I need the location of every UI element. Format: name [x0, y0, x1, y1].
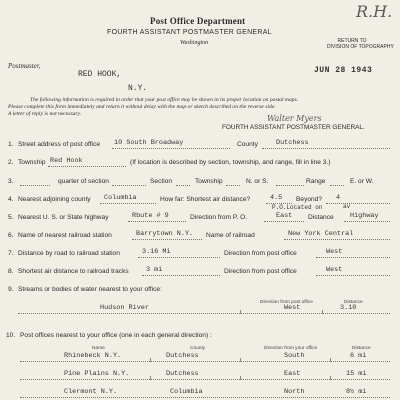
q5-value[interactable]: Rbute # 9 — [132, 212, 169, 220]
q10-row-3-underline — [20, 397, 390, 398]
q9-row-dir[interactable]: West — [284, 304, 301, 312]
q4-beyond-label: Beyond? — [296, 196, 323, 203]
q8-underline — [142, 275, 220, 276]
q3-ew-label: E. or W. — [350, 178, 374, 185]
q9-label: Streams or bodies of water nearest to your office: — [18, 286, 162, 293]
q10-row-1-dir[interactable]: South — [284, 352, 305, 360]
q3-ns-label: N. or S. — [246, 178, 269, 185]
q3-township-underline — [226, 185, 240, 186]
department-title: Post Office Department — [150, 16, 246, 26]
q6-value[interactable]: Barrytown N.Y. — [136, 230, 194, 238]
q7-label: Distance by road to railroad station — [18, 250, 120, 257]
q6-underline — [132, 239, 202, 240]
office-city: Washington — [180, 40, 209, 46]
q10-divider-5 — [240, 376, 241, 380]
q5-underline — [128, 221, 186, 222]
q9-divider-1 — [240, 310, 241, 314]
q10-row-3-name[interactable]: Clermont N.Y. — [64, 388, 118, 396]
q3-number: 3. — [8, 178, 14, 185]
q3-range-label: Range — [306, 178, 326, 185]
q10-row-3-dir[interactable]: North — [284, 388, 305, 396]
intro-line-1: The following information is required in order that your post office may be shown in its proper location on postal maps. — [30, 97, 299, 103]
q7-value[interactable]: 3.16 Mi — [142, 248, 171, 256]
q9-col-dir: Direction from post office — [260, 300, 313, 305]
q7-dir-underline — [316, 257, 390, 258]
q10-col-county: County — [190, 346, 206, 351]
q10-row-1-dist[interactable]: 6 mi — [350, 352, 367, 360]
q10-col-dir: Direction from your office — [264, 346, 318, 351]
q5-dir[interactable]: East — [276, 212, 293, 220]
q10-number: 10. — [6, 332, 16, 339]
q5-dir-label: Direction from P. O. — [190, 214, 248, 221]
q4-beyond-underline — [326, 203, 390, 204]
q1-number: 1. — [8, 141, 14, 148]
state-name: N.Y. — [128, 84, 148, 93]
q10-divider-1 — [150, 358, 151, 362]
q3-quarter-label: quarter of section — [58, 178, 109, 185]
office-title: FOURTH ASSISTANT POSTMASTER GENERAL — [107, 29, 272, 36]
q5-dist[interactable]: Highway — [350, 212, 379, 220]
q10-row-2-dist[interactable]: 15 mi — [346, 370, 367, 378]
intro-line-3: A letter of reply is not necessary. — [8, 110, 82, 117]
q3-quarter-underline — [20, 185, 50, 186]
q5-dir-underline — [264, 221, 304, 222]
q10-divider-3 — [330, 358, 331, 362]
q7-dir-label: Direction from post office — [224, 250, 297, 257]
signature: Walter Myers — [267, 114, 322, 123]
q3-section-label: Section — [150, 178, 172, 185]
q4-label: Nearest adjoining county — [18, 196, 91, 203]
q3-section-value-underline — [176, 185, 190, 186]
return-to-label — [327, 38, 394, 50]
q1-county-underline — [262, 148, 390, 149]
q3-section-underline — [112, 185, 146, 186]
division-text: DIVISION OF TOPOGRAPHY — [327, 44, 394, 50]
q9-number: 9. — [8, 286, 14, 293]
q8-label: Shortest air distance to railroad tracks — [18, 268, 129, 275]
q4-number: 4. — [8, 196, 14, 203]
q6-number: 6. — [8, 232, 14, 239]
date-stamp: JUN 28 1943 — [314, 66, 373, 75]
q6-rr[interactable]: New York Central — [288, 230, 354, 238]
town-name: RED HOOK, — [78, 70, 122, 79]
q4-underline — [100, 203, 156, 204]
q10-row-1-county[interactable]: Dutchess — [166, 352, 199, 360]
q8-value[interactable]: 3 mi — [146, 266, 163, 274]
q3-range-underline — [330, 185, 344, 186]
q10-label: Post offices nearest to your office (one in each general direction) : — [20, 332, 212, 339]
q2-label: Township — [18, 159, 46, 166]
intro-line-2: Please complete this form immediately and return it without delay with the map or sketch described on the reverse side. — [8, 103, 276, 110]
q10-col-name: Name — [92, 346, 105, 351]
q8-number: 8. — [8, 268, 14, 275]
q10-col-dist: Distance — [352, 346, 371, 351]
q10-divider-4 — [150, 376, 151, 380]
q10-row-1-name[interactable]: Rhinebeck N.Y. — [64, 352, 122, 360]
q10-row-2-underline — [20, 379, 390, 380]
q8-dir[interactable]: West — [326, 266, 343, 274]
q10-row-3-county[interactable]: Columbia — [170, 388, 203, 396]
intro-paragraph — [8, 97, 392, 117]
return-to-text: RETURN TO — [337, 38, 367, 44]
q2-number: 2. — [8, 159, 14, 166]
q9-row-underline — [18, 313, 390, 314]
q6-label: Name of nearest railroad station — [18, 232, 112, 239]
q4-dist[interactable]: 4.5 — [270, 194, 283, 202]
q5-number: 5. — [8, 214, 14, 221]
q5-label: Nearest U. S. or State highway — [18, 214, 109, 221]
q4-beyond-value[interactable]: 4 — [336, 194, 341, 202]
q10-divider-2 — [240, 358, 241, 362]
q1-underline — [112, 148, 230, 149]
q4-on-value: av — [343, 203, 351, 210]
q2-underline — [48, 166, 126, 167]
q9-divider-2 — [322, 310, 323, 314]
q1-label: Street address of post office — [18, 141, 100, 148]
q10-row-2-name[interactable]: Pine Plains N.Y. — [64, 370, 130, 378]
q6-rr-label: Name of railroad — [206, 232, 255, 239]
q1-county[interactable]: Dutchess — [276, 139, 309, 147]
q2-value[interactable]: Red Hook — [50, 157, 83, 165]
handwritten-initials: R.H. — [356, 2, 393, 21]
q3-ns-underline — [276, 185, 304, 186]
q4-howfar-label: How far: Shortest air distance? — [160, 196, 251, 203]
q9-row-name[interactable]: Hudson River — [100, 304, 149, 312]
q8-dir-underline — [316, 275, 390, 276]
q10-row-1-underline — [20, 361, 390, 362]
q7-underline — [138, 257, 220, 258]
q7-dir[interactable]: West — [326, 248, 343, 256]
q5-dist-label: Distance — [308, 214, 334, 221]
q2-note: (If location is described by section, township, and range, fill in line 3.) — [130, 159, 331, 166]
q10-row-3-dist[interactable]: 8½ mi — [346, 388, 367, 396]
q10-divider-6 — [330, 376, 331, 380]
q7-number: 7. — [8, 250, 14, 257]
q9-col-dist: Distance — [344, 300, 363, 305]
q10-row-2-dir[interactable]: East — [284, 370, 301, 378]
q5-dist-underline — [344, 221, 390, 222]
q6-rr-underline — [284, 239, 390, 240]
q1-county-label: County — [237, 141, 258, 148]
q8-dir-label: Direction from post office — [224, 268, 297, 275]
postmaster-label: Postmaster, — [8, 62, 41, 70]
q9-row-dist[interactable]: 3.10 — [340, 304, 357, 312]
q3-township-label: Township — [195, 178, 223, 185]
q10-row-2-county[interactable]: Dutchess — [166, 370, 199, 378]
signature-title: FOURTH ASSISTANT POSTMASTER GENERAL. — [222, 124, 365, 131]
q4-po-located: P.O.Located on — [272, 204, 323, 211]
q4-value[interactable]: Columbia — [104, 194, 137, 202]
q1-value[interactable]: 10 South Broadway — [114, 139, 184, 147]
